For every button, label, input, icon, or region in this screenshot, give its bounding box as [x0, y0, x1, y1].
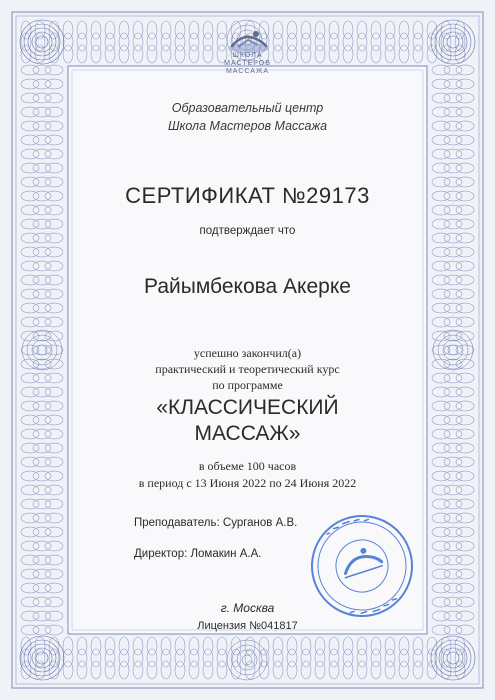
recipient-name: Райымбекова Акерке [144, 275, 351, 298]
program-label: по программе [212, 378, 283, 392]
org-name-line-2: Школа Мастеров Массажа [167, 119, 328, 133]
org-name-line-1: Образовательный центр [171, 101, 324, 115]
volume-text: в объеме 100 часов [198, 459, 297, 473]
period-text: в период с 13 Июня 2022 по 24 Июня 2022 [138, 476, 357, 490]
program-name-line-2: МАССАЖ» [194, 422, 301, 445]
logo-text-line-1: ШКОЛА [232, 52, 263, 59]
city-text: г. Москва [220, 601, 275, 615]
logo-text-line-3: МАССАЖА [225, 68, 270, 75]
confirms-text: подтверждает что [199, 225, 296, 237]
certificate-title: СЕРТИФИКАТ №29173 [125, 183, 370, 208]
logo-text-line-2: МАСТЕРОВ [224, 60, 271, 67]
completed-text: успешно закончил(а) [193, 346, 302, 360]
program-name-line-1: «КЛАССИЧЕСКИЙ [156, 396, 339, 419]
license-text: Лицензия №041817 [197, 620, 298, 632]
director-signature: Директор: Ломакин А.А. [134, 548, 262, 560]
teacher-signature: Преподаватель: Сурганов А.В. [134, 517, 298, 529]
course-type-text: практический и теоретический курс [155, 362, 340, 376]
massage-person-icon [229, 31, 269, 53]
